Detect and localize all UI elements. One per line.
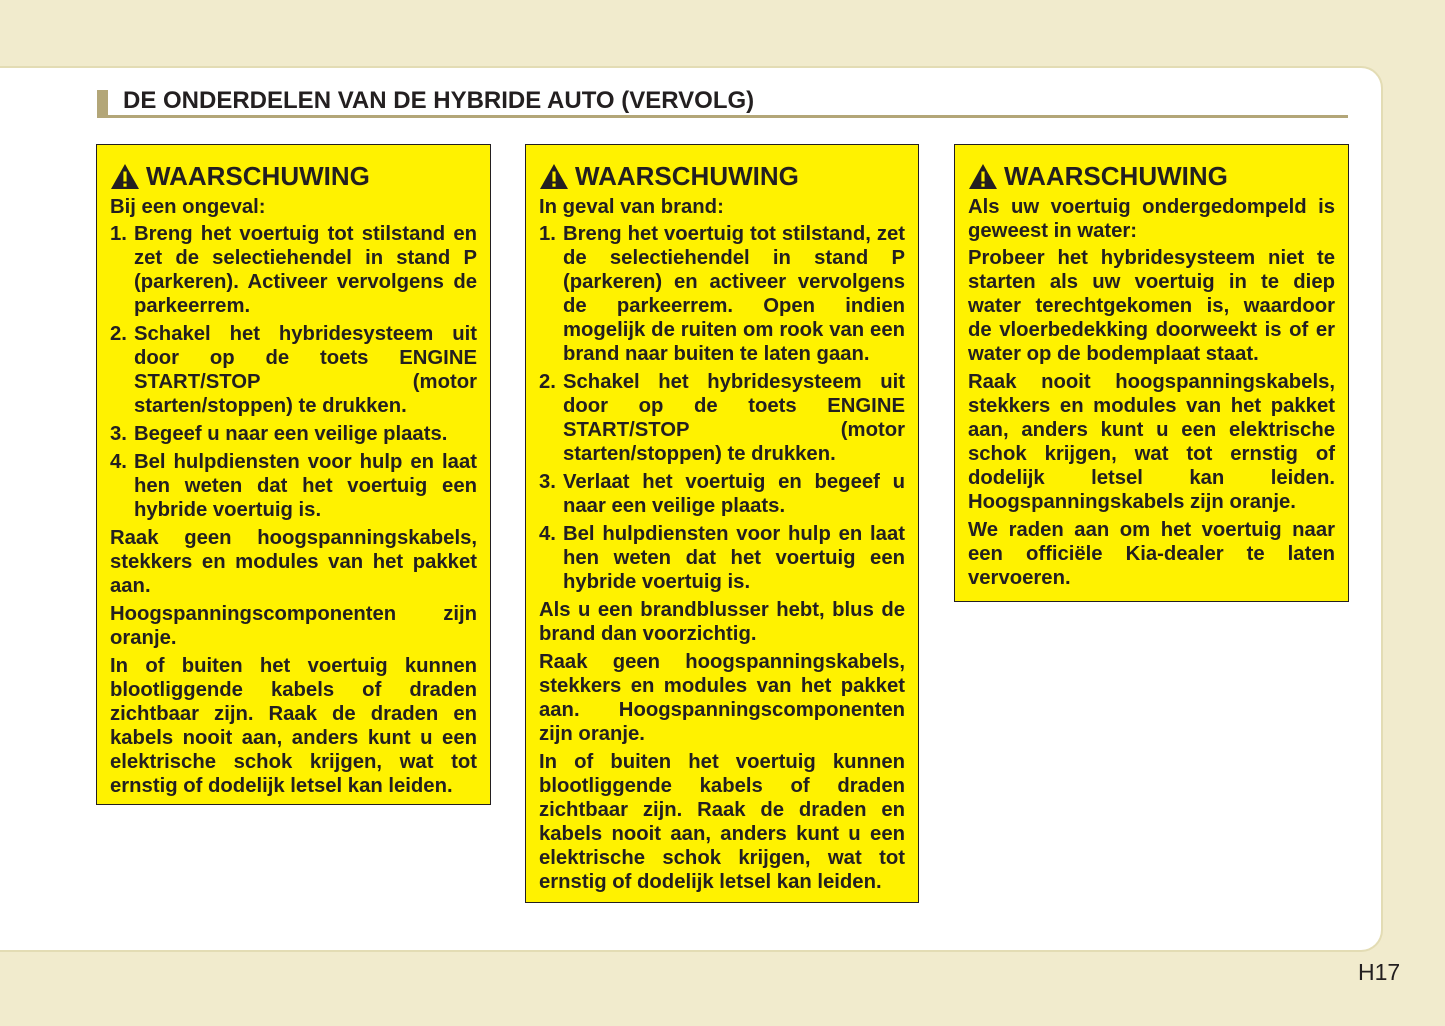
step-number: 2.	[539, 371, 556, 393]
warning-heading	[968, 158, 1335, 194]
warning-title: WAARSCHUWING	[575, 161, 799, 191]
warning-box-accident	[96, 144, 491, 805]
step-number: 4.	[539, 523, 556, 545]
warning-title: WAARSCHUWING	[1004, 161, 1228, 191]
warning-triangle-icon	[968, 163, 998, 190]
step-text: Breng het voertuig tot stilstand, zet de selectiehendel in stand P (parkeren) en activeer vervolgens de parkeerrem. Open indien mogelijk de ruiten om rook van een brand naar buiten te laten gaan.	[563, 223, 905, 365]
step-number: 1.	[110, 223, 127, 245]
warning-paragraph: Als u een brandblusser hebt, blus de brand dan voorzichtig.	[539, 599, 905, 645]
warning-step	[539, 470, 905, 518]
warning-intro: In geval van brand:	[539, 196, 724, 218]
step-text: Schakel het hybridesysteem uit door op de toets ENGINE START/STOP (motor starten/stoppen) te drukken.	[134, 323, 477, 417]
warning-step	[539, 370, 905, 466]
warning-body	[539, 195, 905, 894]
warning-paragraph: Raak geen hoogspanningskabels, stekkers en modules van het pakket aan. Hoogspanningscomponenten zijn oranje.	[539, 651, 905, 745]
page-number: H17	[1358, 959, 1401, 985]
step-text: Schakel het hybridesysteem uit door op de toets ENGINE START/STOP (motor starten/stoppen) te drukken.	[563, 371, 905, 465]
warning-paragraph: Raak geen hoogspanningskabels, stekkers en modules van het pakket aan.	[110, 527, 477, 597]
warning-paragraph: In of buiten het voertuig kunnen blootliggende kabels of draden zichtbaar zijn. Raak de draden en kabels nooit aan, anders kunt u een elektrische schok krijgen, wat tot ernstig of dodelijk letsel kan leiden.	[110, 655, 477, 797]
warning-paragraph: In of buiten het voertuig kunnen blootliggende kabels of draden zichtbaar zijn. Raak de draden en kabels nooit aan, anders kunt u een elektrische schok krijgen, wat tot ernstig of dodelijk letsel kan leiden.	[539, 751, 905, 893]
header-rule	[97, 115, 1348, 118]
warning-paragraph: Probeer het hybridesysteem niet te starten als uw voertuig in te diep water terechtgekomen is, waardoor de vloerbedekking doorweekt is of er water op de bodemplaat staat.	[968, 247, 1335, 365]
warning-step	[110, 450, 477, 522]
warning-body	[968, 195, 1335, 590]
warning-intro: Bij een ongeval:	[110, 196, 266, 218]
section-header	[97, 87, 1348, 118]
page-title: DE ONDERDELEN VAN DE HYBRIDE AUTO (VERVOLG)	[123, 87, 755, 114]
warning-step	[110, 222, 477, 318]
warning-heading	[110, 158, 477, 194]
step-text: Bel hulpdiensten voor hulp en laat hen weten dat het voertuig een hybride voertuig is.	[134, 451, 477, 521]
warning-step	[110, 322, 477, 418]
step-number: 1.	[539, 223, 556, 245]
warning-step	[110, 422, 477, 446]
step-text: Breng het voertuig tot stilstand en zet de selectiehendel in stand P (parkeren). Activeer vervolgens de parkeerrem.	[134, 223, 477, 317]
warning-box-fire	[525, 144, 919, 903]
warning-intro: Als uw voertuig ondergedompeld is geweest in water:	[968, 196, 1335, 242]
step-number: 3.	[110, 423, 127, 445]
warning-box-water	[954, 144, 1349, 602]
warning-paragraph: Hoogspanningscomponenten zijn oranje.	[110, 603, 477, 649]
warning-body	[110, 195, 477, 798]
warning-heading	[539, 158, 905, 194]
warning-step	[539, 222, 905, 366]
warning-step	[539, 522, 905, 594]
warning-triangle-icon	[110, 163, 140, 190]
warning-steps	[110, 222, 477, 522]
header-accent-bar	[97, 90, 108, 117]
step-text: Verlaat het voertuig en begeef u naar een veilige plaats.	[563, 471, 905, 517]
step-number: 3.	[539, 471, 556, 493]
warning-triangle-icon	[539, 163, 569, 190]
warning-steps	[539, 222, 905, 594]
warning-title: WAARSCHUWING	[146, 161, 370, 191]
warning-paragraph: Raak nooit hoogspanningskabels, stekkers en modules van het pakket aan, anders kunt u een elektrische schok krijgen, wat tot ernstig of dodelijk letsel kan leiden. Hoogspanningskabels zijn oranje.	[968, 371, 1335, 513]
step-text: Bel hulpdiensten voor hulp en laat hen weten dat het voertuig een hybride voertuig is.	[563, 523, 905, 593]
step-number: 4.	[110, 451, 127, 473]
step-text: Begeef u naar een veilige plaats.	[134, 423, 448, 445]
warning-paragraph: We raden aan om het voertuig naar een officiële Kia-dealer te laten vervoeren.	[968, 519, 1335, 589]
step-number: 2.	[110, 323, 127, 345]
